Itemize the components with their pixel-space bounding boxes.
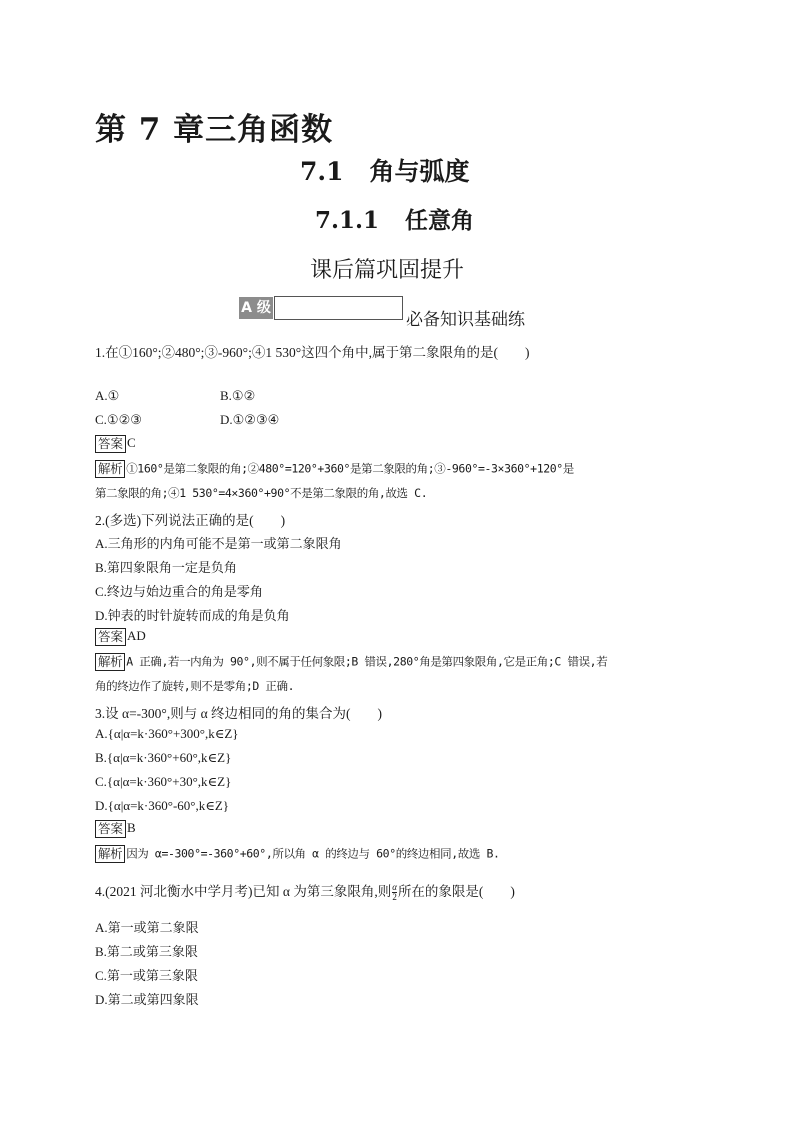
analysis-label: 解析 xyxy=(95,845,125,863)
q2-option-c: C.终边与始边重合的角是零角 xyxy=(95,584,263,599)
section-number: 7.1 xyxy=(300,157,344,186)
subsection-title: 任意角 xyxy=(405,207,475,234)
q3-option-a: A.{α|α=k·360°+300°,k∈Z} xyxy=(95,726,239,741)
subsection-number: 7.1.1 xyxy=(315,207,380,234)
q1-stem: 1.在①160°;②480°;③-960°;④1 530°这四个角中,属于第二象限角的是( ) xyxy=(95,345,530,360)
q1-answer-row xyxy=(95,435,136,453)
fraction-numerator: α xyxy=(392,882,397,893)
q2-analysis-line1: A 正确,若一内角为 90°,则不属于任何象限;B 错误,280°角是第四象限角,它是正角;C 错误,若 xyxy=(126,654,608,669)
q2-analysis-row xyxy=(95,653,607,671)
q1-answer: C xyxy=(127,435,136,450)
fraction-denominator: 2 xyxy=(392,892,397,903)
q2-option-a: A.三角形的内角可能不是第一或第二象限角 xyxy=(95,536,342,551)
q3-analysis-row xyxy=(95,845,500,863)
q3-option-b: B.{α|α=k·360°+60°,k∈Z} xyxy=(95,750,232,765)
q4-option-d: D.第二或第四象限 xyxy=(95,992,199,1007)
q2-option-b: B.第四象限角一定是负角 xyxy=(95,560,237,575)
q3-option-d: D.{α|α=k·360°-60°,k∈Z} xyxy=(95,798,230,813)
q1-analysis-row xyxy=(95,460,574,478)
level-box xyxy=(274,296,403,320)
chapter-title: 第 7 章三角函数 xyxy=(95,112,334,148)
q3-option-c: C.{α|α=k·360°+30°,k∈Z} xyxy=(95,774,232,789)
analysis-label: 解析 xyxy=(95,653,125,671)
q4-option-c: C.第一或第三象限 xyxy=(95,968,198,983)
q1-option-d: D.①②③④ xyxy=(220,412,280,427)
q2-answer: AD xyxy=(127,628,146,643)
q1-option-a: A.① xyxy=(95,388,120,403)
q1-analysis-line2: 第二象限的角;④1 530°=4×360°+90°不是第二象限的角,故选 C. xyxy=(95,486,428,500)
answer-label: 答案 xyxy=(95,628,126,646)
q3-answer: B xyxy=(127,820,136,835)
q2-stem: 2.(多选)下列说法正确的是( ) xyxy=(95,513,286,528)
q4-stem-prefix: 4.(2021 河北衡水中学月考)已知 α 为第三象限角,则 xyxy=(95,884,392,899)
q4-stem-suffix: 所在的象限是( ) xyxy=(397,884,515,899)
q4-option-b: B.第二或第三象限 xyxy=(95,944,198,959)
q2-option-d: D.钟表的时针旋转而成的角是负角 xyxy=(95,608,290,623)
section-heading xyxy=(300,152,470,188)
q4-option-a: A.第一或第二象限 xyxy=(95,920,199,935)
q1-analysis-line1: ①160°是第二象限的角;②480°=120°+360°是第二象限的角;③-960°=-3×360°+120°是 xyxy=(126,461,574,476)
q1-option-c: C.①②③ xyxy=(95,412,142,427)
q3-answer-row xyxy=(95,820,136,838)
part-title: 课后篇巩固提升 xyxy=(310,258,465,283)
q3-analysis-line1: 因为 α=-300°=-360°+60°,所以角 α 的终边与 60°的终边相同,故选 B. xyxy=(126,846,500,861)
subsection-heading xyxy=(315,202,474,235)
answer-label: 答案 xyxy=(95,820,126,838)
q3-stem: 3.设 α=-300°,则与 α 终边相同的角的集合为( ) xyxy=(95,706,383,721)
q1-option-b: B.①② xyxy=(220,388,256,403)
section-title: 角与弧度 xyxy=(369,157,470,186)
level-badge: A 级 xyxy=(239,297,273,319)
level-title: 必备知识基础练 xyxy=(406,310,525,330)
q2-answer-row xyxy=(95,628,146,646)
analysis-label: 解析 xyxy=(95,460,125,478)
q2-analysis-line2: 角的终边作了旋转,则不是零角;D 正确. xyxy=(95,679,295,693)
q4-stem xyxy=(95,880,515,902)
alpha-half-fraction xyxy=(392,883,397,902)
answer-label: 答案 xyxy=(95,435,126,453)
